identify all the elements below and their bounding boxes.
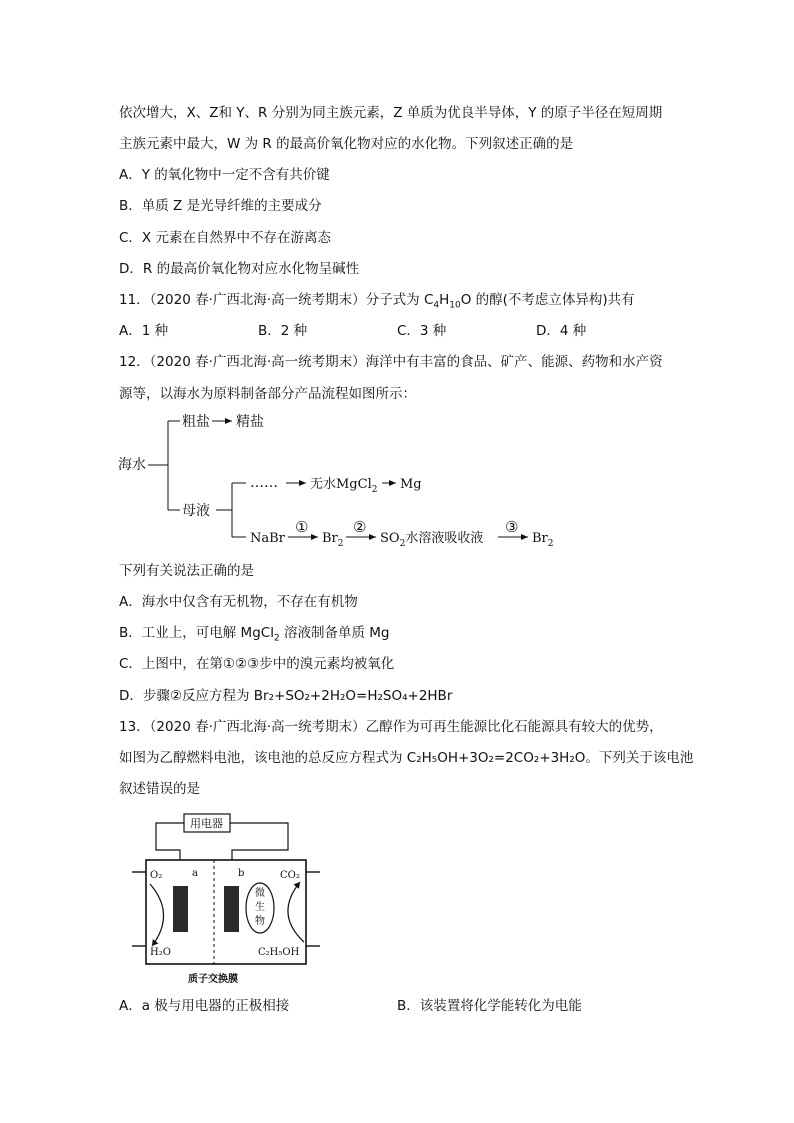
flow-crude-salt: 粗盐 <box>182 414 210 430</box>
q11-option-b[interactable]: B．2 种 <box>258 323 308 339</box>
appliance-label: 用电器 <box>190 817 223 830</box>
svg-text:物: 物 <box>255 916 265 927</box>
q11-option-d[interactable]: D．4 种 <box>536 323 587 339</box>
q11-option-a[interactable]: A．1 种 <box>119 323 169 339</box>
q12-prompt: 下列有关说法正确的是 <box>119 563 254 579</box>
flow-anhydrous-mgcl2: 无水MgCl$_2$ <box>310 477 378 495</box>
q10-option-c[interactable]: C．X 元素在自然界中不存在游离态 <box>119 230 331 246</box>
flow-seawater: 海水 <box>118 457 146 473</box>
q11-stem: 11．（2020 春·广西北海·高一统考期末）分子式为 $C_4H_{10}O$ 的醇(不考虑立体异构)共有 <box>119 292 635 311</box>
q13-option-a[interactable]: A．a 极与用电器的正极相接 <box>119 998 290 1014</box>
membrane-caption: 质子交换膜 <box>188 974 238 985</box>
q12-stem-line2: 源等，以海水为原料制备部分产品流程如图所示： <box>119 386 416 402</box>
flow-refined-salt: 精盐 <box>236 414 264 430</box>
flow-nabr: NaBr <box>250 531 285 546</box>
q11-option-c[interactable]: C．3 种 <box>397 323 447 339</box>
svg-text:生: 生 <box>255 902 265 913</box>
flow-mg: Mg <box>400 477 422 492</box>
seawater-flow-diagram <box>110 405 580 555</box>
flow-dots: …… <box>250 475 278 491</box>
q10-option-d[interactable]: D．R 的最高价氧化物对应水化物呈碱性 <box>119 261 360 277</box>
electrode-a <box>173 886 188 932</box>
q13-option-b[interactable]: B．该装置将化学能转化为电能 <box>397 998 582 1014</box>
label-o2: O₂ <box>150 870 163 881</box>
flow-br2-b: $Br_2$ <box>532 531 554 549</box>
q13-stem-line1: 13．（2020 春·广西北海·高一统考期末）乙醇作为可再生能源比化石能源具有较大的优势， <box>119 719 663 735</box>
q10-option-b[interactable]: B．单质 Z 是光导纤维的主要成分 <box>119 198 322 214</box>
q13-stem-line3: 叙述错误的是 <box>119 781 200 797</box>
q12-option-c[interactable]: C．上图中，在第①②③步中的溴元素均被氧化 <box>119 656 395 672</box>
flow-mother-liquor: 母液 <box>182 503 210 519</box>
flow-br2-a: $Br_2$ <box>322 531 344 549</box>
q10-stem-line2: 主族元素中最大，W 为 R 的最高价氧化物对应的水化物。下列叙述正确的是 <box>119 136 574 152</box>
q12-option-b[interactable]: B．工业上，可电解 MgCl$_2$ 溶液制备单质 Mg <box>119 625 390 644</box>
label-a: a <box>192 868 198 879</box>
label-b: b <box>238 868 245 879</box>
electrode-b <box>224 886 239 932</box>
q10-stem-line1: 依次增大，X、Z和 Y、R 分别为同主族元素，Z 单质为优良半导体，Y 的原子半径在短周期 <box>119 105 663 121</box>
flow-step-1: ① <box>295 518 309 536</box>
q10-option-a[interactable]: A．Y 的氧化物中一定不含有共价键 <box>119 167 330 183</box>
flow-so2-absorption: $SO_2$水溶液吸收液 <box>380 531 484 549</box>
q13-stem-line2: 如图为乙醇燃料电池，该电池的总反应方程式为 C₂H₅OH+3O₂=2CO₂+3H₂O。下列关于该电池 <box>119 750 694 766</box>
q12-option-a[interactable]: A．海水中仅含有无机物，不存在有机物 <box>119 594 358 610</box>
label-co2: CO₂ <box>280 870 300 881</box>
q12-option-d[interactable]: D．步骤②反应方程为 Br₂+SO₂+2H₂O=H₂SO₄+2HBr <box>119 688 453 704</box>
q12-stem-line1: 12．（2020 春·广西北海·高一统考期末）海洋中有丰富的食品、矿产、能源、药物和水产资 <box>119 354 663 370</box>
label-h2o: H₂O <box>150 947 171 958</box>
svg-text:微: 微 <box>255 888 265 899</box>
flow-step-2: ② <box>353 518 367 536</box>
label-c2h5oh: C₂H₅OH <box>258 947 300 958</box>
fuel-cell-diagram <box>128 810 328 988</box>
flow-step-3: ③ <box>505 518 519 536</box>
